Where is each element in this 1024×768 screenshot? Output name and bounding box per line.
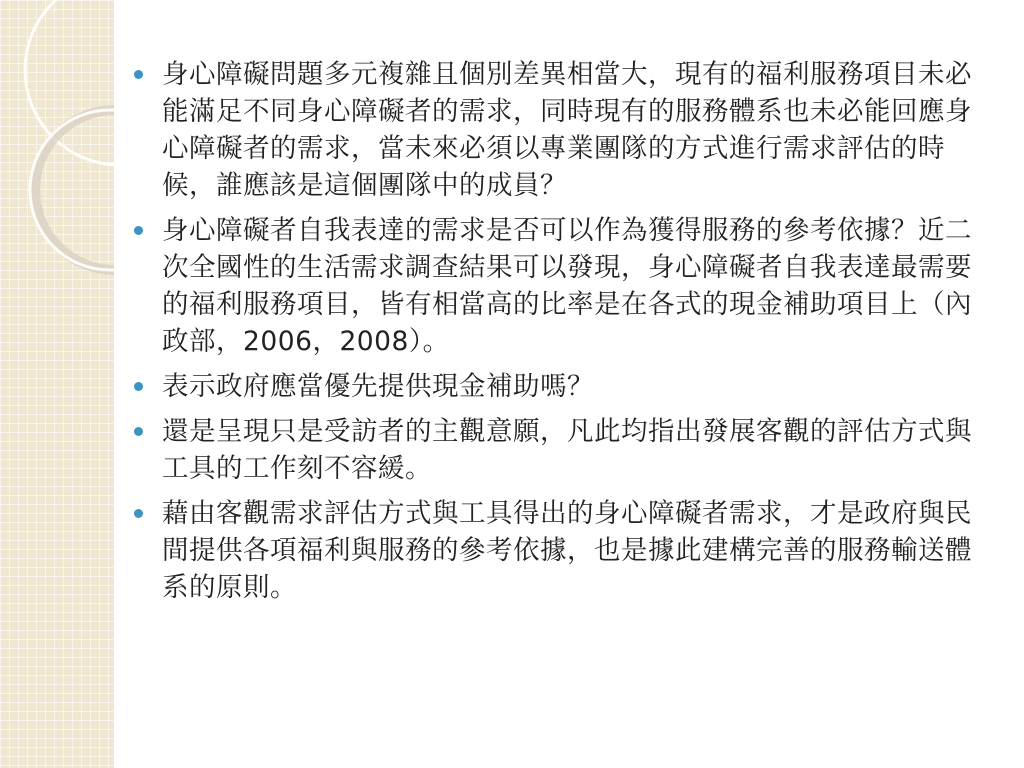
list-item xyxy=(128,413,988,487)
bullet-text: 藉由客觀需求評估方式與工具得出的身心障礙者需求，才是政府與民間提供各項福利與服務的參考依據，也是據此建構完善的服務輸送體系的原則。 xyxy=(162,498,972,603)
bullet-text: 還是呈現只是受訪者的主觀意願，凡此均指出發展客觀的評估方式與工具的工作刻不容緩。 xyxy=(162,416,972,484)
bullet-text: 表示政府應當優先提供現金補助嗎？ xyxy=(162,371,594,402)
bullet-text: 身心障礙問題多元複雜且個別差異相當大，現有的福利服務項目未必能滿足不同身心障礙者的需求，同時現有的服務體系也未必能回應身心障礙者的需求，當未來必須以專業團隊的方式進行需求評估的時候，誰應該是這個團隊中的成員？ xyxy=(162,59,972,201)
decorative-rings xyxy=(0,0,114,768)
ring-medium xyxy=(35,110,114,270)
ring-large xyxy=(25,0,114,165)
list-item xyxy=(128,495,988,606)
bullet-text: 身心障礙者自我表達的需求是否可以作為獲得服務的參考依據？近二次全國性的生活需求調查結果可以發現，身心障礙者自我表達最需要的福利服務項目，皆有相當高的比率是在各式的現金補助項目上（內政部，2006，2008）。 xyxy=(162,215,972,357)
side-divider xyxy=(114,0,117,768)
bullet-icon xyxy=(134,70,143,79)
list-item xyxy=(128,368,988,405)
bullet-icon xyxy=(134,509,143,518)
decorative-side-panel xyxy=(0,0,114,768)
ring-medium-highlight xyxy=(30,110,114,270)
bullet-icon xyxy=(134,382,143,391)
list-item xyxy=(128,212,988,360)
bullet-icon xyxy=(134,427,143,436)
bullet-list xyxy=(128,56,988,614)
bullet-icon xyxy=(134,226,143,235)
list-item xyxy=(128,56,988,204)
